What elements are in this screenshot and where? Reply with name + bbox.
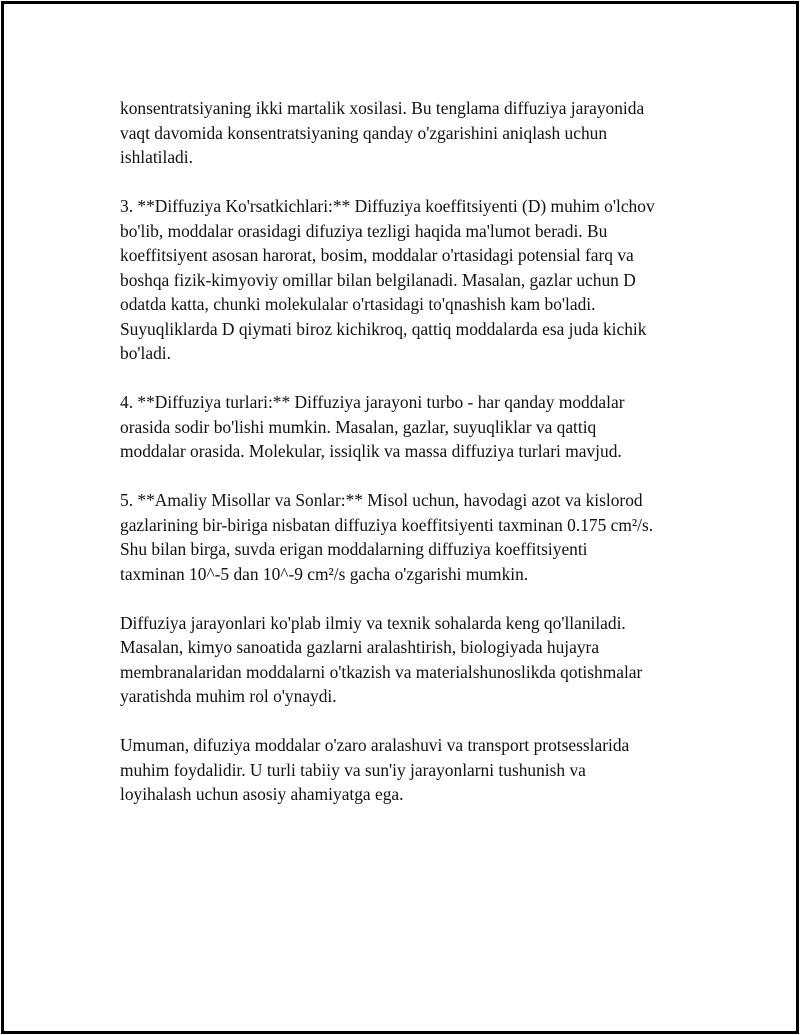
- paragraph-conclusion: Umuman, difuziya moddalar o'zaro aralashuvi va transport protsesslarida muhim foydalidir. U turli tabiiy va sun'iy jarayonlarni tushunish va loyihalash uchun asosiy ahamiyatga ega.: [120, 735, 630, 804]
- paragraph-applications: Diffuziya jarayonlari ko'plab ilmiy va texnik sohalarda keng qo'llaniladi. Masalan, kimyo sanoatida gazlarni aralashtirish, biologiyada hujayra membranalaridan moddalarni o'tkazish va materialshunoslikda qotishmalar yaratishda muhim rol o'ynaydi.: [120, 612, 643, 706]
- paragraph-continuation: konsentratsiyaning ikki martalik xosilasi. Bu tenglama diffuziya jarayonida vaqt davomida konsentratsiyaning qanday o'zgarishini aniqlash uchun ishlatiladi.: [120, 98, 645, 167]
- page-frame: [1, 1, 799, 1034]
- document-body: [120, 96, 710, 831]
- paragraph-diffusion-types: 4. **Diffuziya turlari:** Diffuziya jarayoni turbo - har qanday moddalar orasida sodir bo'lishi mumkin. Masalan, gazlar, suyuqliklar va qattiq moddalar orasida. Molekular, issiqlik va massa diffuziya turlari mavjud.: [120, 392, 625, 461]
- paragraph-diffusion-indicators: 3. **Diffuziya Ko'rsatkichlari:** Diffuziya koeffitsiyenti (D) muhim o'lchov bo'lib, moddalar orasidagi difuziya tezligi haqida ma'lumot beradi. Bu koeffitsiyent asosan harorat, bosim, moddalar o'rtasidagi potensial farq va boshqa fizik-kimyoviy omillar bilan belgilanadi. Masalan, gazlar uchun D odatda katta, chunki molekulalar o'rtasidagi to'qnashish kam bo'ladi. Suyuqliklarda D qiymati biroz kichikroq, qattiq moddalarda esa juda kichik bo'ladi.: [120, 196, 655, 363]
- paragraph-practical-examples: 5. **Amaliy Misollar va Sonlar:** Misol uchun, havodagi azot va kislorod gazlarining bir-biriga nisbatan diffuziya koeffitsiyenti taxminan 0.175 cm²/s. Shu bilan birga, suvda erigan moddalarning diffuziya koeffitsiyenti taxminan 10^-5 dan 10^-9 cm²/s gacha o'zgarishi mumkin.: [120, 490, 654, 584]
